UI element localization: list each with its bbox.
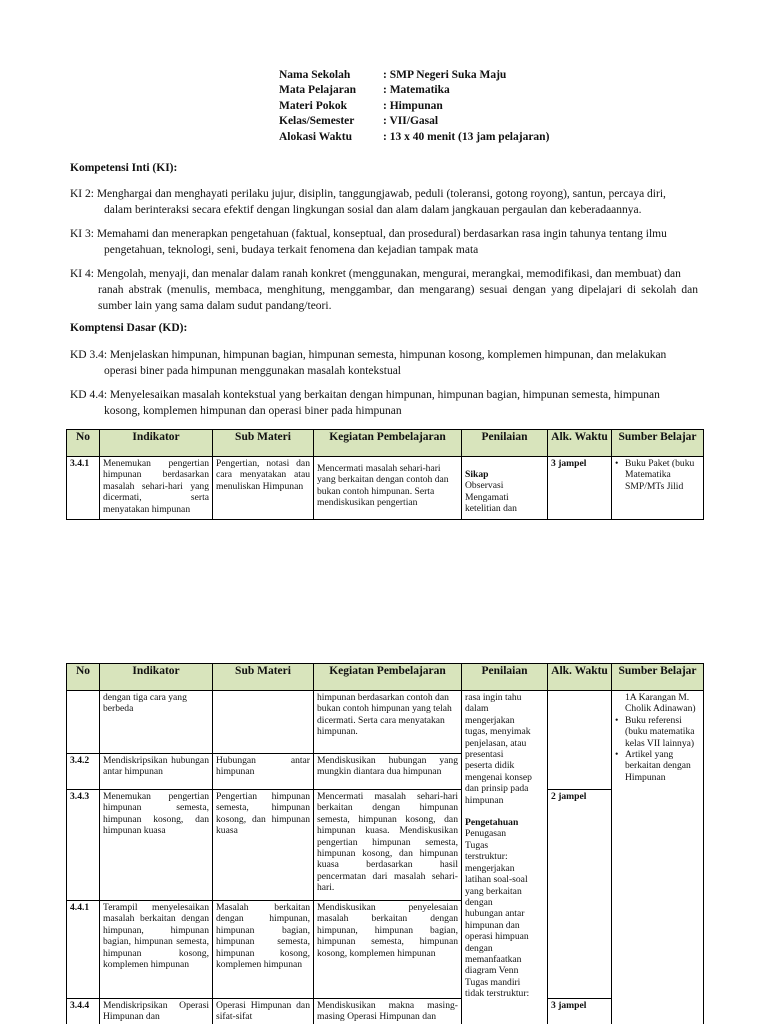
info-label: Alokasi Waktu [279, 130, 352, 143]
info-value: : VII/Gasal [383, 115, 439, 128]
penilaian-line: latihan soal-soal [465, 874, 528, 886]
row-no: 3.4.3 [67, 790, 100, 901]
header-waktu: Alk. Waktu [548, 664, 612, 691]
penilaian-list [465, 692, 544, 1020]
row-indikator [100, 457, 213, 520]
penilaian-line: dan prinsip pada [465, 783, 529, 795]
row-penilaian [462, 691, 548, 1024]
table-header-row [67, 664, 704, 691]
lesson-table-page-2 [66, 663, 704, 1024]
row-kegiatan: Mendiskusikan penyelesaian masalah berkaitan dengan himpunan, himpunan bagian, himpunan semesta, himpunan kosong, komplemen himpunan [314, 901, 462, 999]
sumber-item: • Buku referensi (buku matematika kelas VII lainnya) [615, 715, 700, 749]
penilaian-line: Tugas [465, 839, 489, 851]
penilaian-line: mengerjakan [465, 862, 515, 874]
penilaian-line: mengenai konsep [465, 771, 532, 783]
kd-item [70, 347, 698, 379]
row-sub-materi: Hubungan antar himpunan [213, 754, 314, 790]
penilaian-line: himpunan dan [465, 919, 520, 931]
row-no: 3.4.2 [67, 754, 100, 790]
row-indikator: Mendiskripsikan Operasi Himpunan dan [100, 999, 213, 1024]
row-sub-materi: Pengertian himpunan semesta, himpunan kosong, dan himpunan kuasa [213, 790, 314, 901]
penilaian-line: Tugas mandiri [465, 976, 521, 988]
info-row-topic [279, 99, 549, 114]
header-no: No [67, 430, 100, 457]
penilaian-line: diagram Venn [465, 965, 519, 977]
ki-first-line: KI 2: Menghargai dan menghayati perilaku jujur, disiplin, tanggungjawab, peduli (toleransi, gotong royong), santun, percaya diri, [70, 188, 666, 200]
header-no: No [67, 664, 100, 691]
school-info [279, 68, 549, 145]
row-waktu: 2 jampel [548, 790, 612, 999]
sumber-item: • Buku Paket (buku Matematika SMP/MTs Jilid [615, 458, 700, 492]
penilaian-line: penjelasan, atau [465, 737, 527, 749]
header-indikator: Indikator [100, 430, 213, 457]
penilaian-line: peserta didik [465, 760, 515, 772]
row-no: 3.4.4 [67, 999, 100, 1024]
row-penilaian [462, 457, 548, 520]
header-kegiatan: Kegiatan Pembelajaran [314, 664, 462, 691]
row-kegiatan: himpunan berdasarkan contoh dan bukan contoh himpunan yang telah dicermati. Serta cara menyatakan himpunan. [314, 691, 462, 754]
cell-text: Menemukan pengertian himpunan berdasarkan masalah sehari-hari yang dicermati, serta menyatakan himpunan [103, 458, 209, 515]
cell-wrap [615, 458, 700, 516]
sumber-list [615, 692, 700, 1020]
cell-text: Mencermati masalah sehari-hari yang berkaitan dengan contoh dan bukan contoh himpunan. Serta mendiskusikan pengertian [317, 463, 449, 509]
header-indikator: Indikator [100, 664, 213, 691]
row-indikator: Menemukan pengertian himpunan semesta, himpunan kosong, dan himpunan kuasa [100, 790, 213, 901]
penilaian-heading: Pengetahuan [465, 817, 519, 829]
row-no: 3.4.1 [67, 457, 100, 520]
row-sub-materi: Masalah berkaitan dengan himpunan, himpunan bagian, himpunan semesta, himpunan kosong, komplemen himpunan [213, 901, 314, 999]
ki-item [70, 266, 698, 314]
kd-item [70, 387, 698, 419]
sumber-item: • Artikel yang berkaitan dengan Himpunan [615, 749, 700, 783]
kd-rest: operasi biner pada himpunan menggunakan masalah kontekstual [104, 365, 401, 377]
ki-rest: pengetahuan, teknologi, seni, budaya terkait fenomena dan kejadian tampak mata [104, 244, 479, 256]
row-waktu: 3 jampel [548, 457, 612, 520]
kd-first-line: KD 4.4: Menyelesaikan masalah kontekstual yang berkaitan dengan himpunan, himpunan bagian, himpunan semesta, himpunan [70, 389, 660, 401]
kd-title: Komptensi Dasar (KD): [70, 322, 188, 334]
header-sumber: Sumber Belajar [612, 430, 704, 457]
header-sub-materi: Sub Materi [213, 430, 314, 457]
row-kegiatan: Mendiskusikan makna masing-masing Operasi Himpunan dan [314, 999, 462, 1024]
table-header-row [67, 430, 704, 457]
ki-item [70, 186, 698, 218]
spacer [465, 806, 544, 817]
row-sub-materi: Operasi Himpunan dan sifat-sifat [213, 999, 314, 1024]
penilaian-line: dengan [465, 896, 493, 908]
row-no [67, 691, 100, 754]
penilaian-text: Observasi Mengamati ketelitian dan [465, 480, 517, 515]
ki-rest: ranah abstrak (menulis, membaca, menghitung, menggambar, dan mengarang) sesuai dengan yang dipelajari di sekolah dan sumber lain yang sama dalam sudut pandang/teori. [98, 284, 698, 312]
info-value: : SMP Negeri Suka Maju [383, 69, 507, 81]
penilaian-line: terstruktur: [465, 851, 508, 863]
row-kegiatan [314, 457, 462, 520]
penilaian-line: operasi himpuan [465, 931, 529, 943]
penilaian-line: himpunan [465, 794, 504, 806]
info-label: Materi Pokok [279, 99, 348, 112]
header-sumber: Sumber Belajar [612, 664, 704, 691]
penilaian-line: memanfaatkan [465, 953, 522, 965]
info-label: Mata Pelajaran [279, 84, 356, 97]
table-row [67, 691, 704, 754]
table-row [67, 790, 704, 901]
row-indikator: dengan tiga cara yang berbeda [100, 691, 213, 754]
row-no: 4.4.1 [67, 901, 100, 999]
row-indikator: Terampil menyelesaikan masalah berkaitan dengan himpunan, himpunan bagian, himpunan semesta, himpunan kosong, komplemen himpunan [100, 901, 213, 999]
row-waktu: 3 jampel [548, 999, 612, 1024]
table-row [67, 999, 704, 1024]
row-waktu [548, 691, 612, 790]
ki-rest: dalam berinteraksi secara efektif dengan lingkungan sosial dan alam dalam jangkauan pergaulan dan keberadaannya. [104, 204, 642, 216]
penilaian-line: Penugasan [465, 828, 507, 840]
sumber-continued: 1A Karangan M. Cholik Adinawan) [625, 692, 696, 715]
row-sub-materi: Pengertian, notasi dan cara menyatakan atau menuliskan Himpunan [213, 457, 314, 520]
info-row-class [279, 114, 549, 129]
header-waktu: Alk. Waktu [548, 430, 612, 457]
ki-first-line: KI 4: Mengolah, menyaji, dan menalar dalam ranah konkret (menggunakan, mengurai, merangkai, memodifikasi, dan membuat) dan [70, 268, 681, 280]
kd-rest: kosong, komplemen himpunan dan operasi biner pada himpunan [104, 405, 402, 417]
ki-first-line: KI 3: Memahami dan menerapkan pengetahuan (faktual, konseptual, dan prosedural) berdasarkan rasa ingin tahunya tentang ilmu [70, 228, 667, 240]
info-label: Nama Sekolah [279, 69, 351, 81]
row-kegiatan: Mendiskusikan hubungan yang mungkin diantara dua himpunan [314, 754, 462, 790]
row-indikator: Mendiskripsikan hubungan antar himpunan [100, 754, 213, 790]
penilaian-line: tidak terstruktur: [465, 988, 530, 1000]
info-row-school [279, 68, 549, 83]
penilaian-line: yang berkaitan [465, 885, 522, 897]
penilaian-line: mengerjakan [465, 714, 515, 726]
info-value: : 13 x 40 menit (13 jam pelajaran) [383, 130, 550, 143]
row-sumber [612, 691, 704, 1024]
header-kegiatan: Kegiatan Pembelajaran [314, 430, 462, 457]
cell-wrap [465, 458, 544, 516]
penilaian-line: hubungan antar [465, 908, 525, 920]
info-row-time [279, 130, 549, 145]
info-row-subject [279, 83, 549, 98]
ki-item [70, 226, 698, 258]
kd-first-line: KD 3.4: Menjelaskan himpunan, himpunan bagian, himpunan semesta, himpunan kosong, komplemen himpunan, dan melakukan [70, 349, 667, 361]
penilaian-line: presentasi [465, 749, 504, 761]
info-label: Kelas/Semester [279, 115, 355, 128]
info-value: : Himpunan [383, 99, 443, 112]
table-row [67, 457, 704, 520]
ki-title: Kompetensi Inti (KI): [70, 162, 178, 174]
header-sub-materi: Sub Materi [213, 664, 314, 691]
row-kegiatan: Mencermati masalah sehari-hari berkaitan dengan himpunan semesta, himpunan kosong, dan himpunan kuasa. Mendiskusikan pengertian himpunan semesta, himpunan kosong, dan himpunan kuasa berdasarkan hasil pencermatan dari masalah sehari-hari. [314, 790, 462, 901]
penilaian-line: dalam [465, 703, 489, 715]
info-value: : Matematika [383, 84, 450, 97]
penilaian-heading: Sikap [465, 469, 489, 480]
row-sumber [612, 457, 704, 520]
header-penilaian: Penilaian [462, 430, 548, 457]
lesson-table-page-1 [66, 429, 704, 520]
row-sub-materi [213, 691, 314, 754]
header-penilaian: Penilaian [462, 664, 548, 691]
penilaian-line: rasa ingin tahu [465, 692, 522, 703]
penilaian-line: dengan [465, 942, 493, 954]
penilaian-line: tugas, menyimak [465, 726, 531, 738]
